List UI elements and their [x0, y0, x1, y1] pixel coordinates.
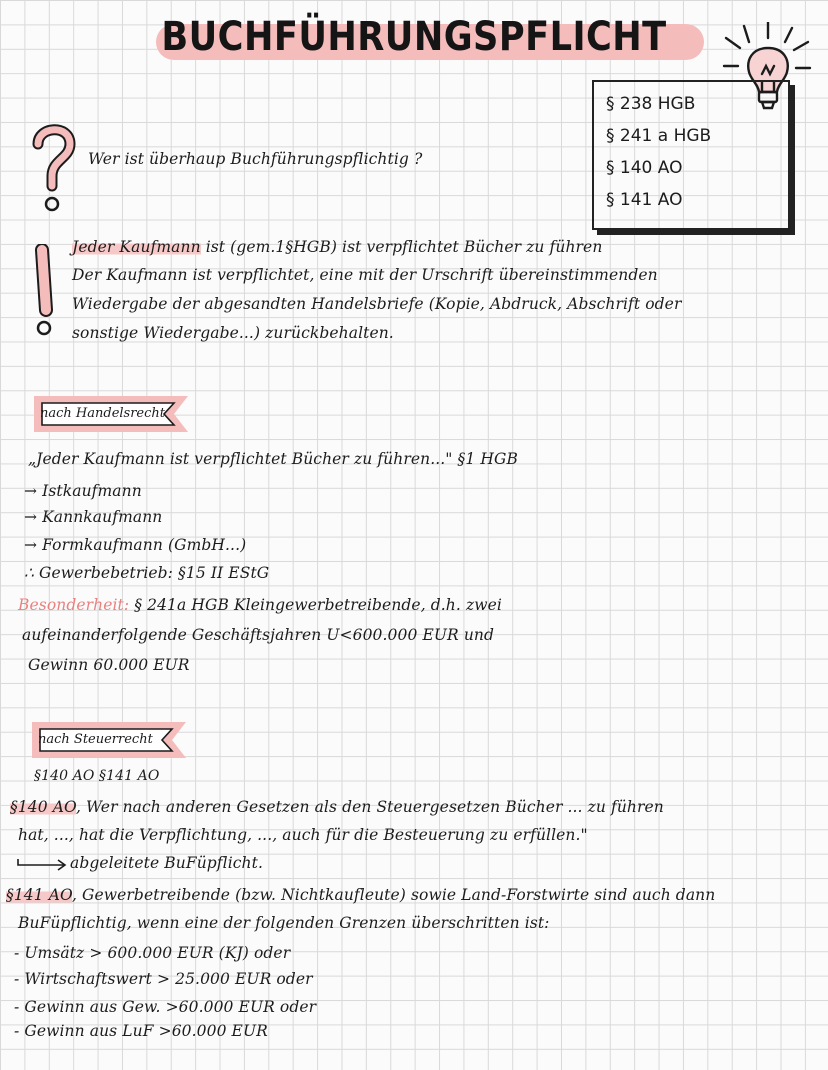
reference-item: § 241 a HGB	[606, 126, 712, 146]
p140-text: , Wer nach anderen Gesetzen als den Steuergesetzen Bücher ... zu führen	[75, 798, 664, 816]
page-title: BUCHFÜHRUNGSPFLICHT	[161, 14, 667, 60]
p140-highlight: §140 AO	[10, 798, 76, 816]
question-mark-icon	[30, 120, 78, 220]
intro-line1-rest: ist (gem.1§HGB) ist verpflichtet Bücher zu führen	[200, 238, 603, 256]
p141-highlight: §141 AO	[6, 886, 72, 904]
limit-text: Wirtschaftswert > 25.000 EUR oder	[24, 970, 313, 988]
section-label: nach Handelsrecht	[40, 406, 165, 421]
right-arrow-icon	[16, 856, 68, 875]
list-item	[24, 482, 142, 500]
special-line: Gewinn 60.000 EUR	[28, 656, 190, 674]
dash-mark: -	[14, 944, 20, 962]
intro-line	[72, 238, 602, 256]
list-item	[24, 564, 269, 582]
p140-derived: abgeleitete BuFüpflicht.	[70, 854, 263, 872]
therefore-mark: ∴	[24, 564, 34, 582]
limit-text: Gewinn aus Gew. >60.000 EUR oder	[24, 998, 317, 1016]
reference-item: § 140 AO	[606, 158, 683, 178]
limit-item	[14, 944, 290, 962]
dash-mark: -	[14, 998, 20, 1016]
limit-item	[14, 970, 313, 988]
intro-line: Wiedergabe der abgesandten Handelsbriefe (Kopie, Abdruck, Abschrift oder	[72, 295, 682, 313]
arrow-mark: →	[24, 508, 38, 526]
list-item	[24, 536, 246, 554]
special-text: § 241a HGB Kleingewerbetreibende, d.h. zwei	[129, 596, 502, 614]
list-item-text: Kannkaufmann	[42, 508, 163, 526]
reference-item: § 238 HGB	[606, 94, 696, 114]
limit-item	[14, 1022, 268, 1040]
limit-text: Umsätz > 600.000 EUR (KJ) oder	[24, 944, 291, 962]
intro-highlight: Jeder Kaufmann	[72, 238, 201, 256]
p141-text: , Gewerbetreibende (bzw. Nichtkaufleute) sowie Land-Forstwirte sind auch dann	[71, 886, 716, 904]
question-text: Wer ist überhaup Buchführungspflichtig ?	[88, 150, 423, 168]
dash-mark: -	[14, 1022, 20, 1040]
exclamation-mark-icon	[26, 244, 62, 348]
p141-line	[6, 886, 715, 904]
intro-line: sonstige Wiedergabe...) zurückbehalten.	[72, 324, 394, 342]
steuerrecht-refs: §140 AO §141 AO	[34, 768, 160, 784]
intro-line: Der Kaufmann ist verpflichtet, eine mit der Urschrift übereinstimmenden	[72, 266, 658, 284]
limit-item	[14, 998, 316, 1016]
special-line: aufeinanderfolgende Geschäftsjahren U<600.000 EUR und	[22, 626, 495, 644]
limit-text: Gewinn aus LuF >60.000 EUR	[24, 1022, 268, 1040]
list-item-text: Gewerbebetrieb: §15 II EStG	[39, 564, 270, 582]
p140-line	[10, 798, 664, 816]
list-item-text: Formkaufmann (GmbH...)	[42, 536, 247, 554]
list-item-text: Istkaufmann	[42, 482, 142, 500]
special-label: Besonderheit:	[18, 596, 130, 614]
section-label: nach Steuerrecht	[38, 732, 153, 747]
list-item	[24, 508, 162, 526]
special-line	[18, 596, 502, 614]
p141-line: BuFüpflichtig, wenn eine der folgenden Grenzen überschritten ist:	[18, 914, 550, 932]
dash-mark: -	[14, 970, 20, 988]
handelsrecht-quote: „Jeder Kaufmann ist verpflichtet Bücher zu führen..." §1 HGB	[28, 450, 518, 468]
arrow-mark: →	[24, 536, 38, 554]
arrow-mark: →	[24, 482, 38, 500]
reference-item: § 141 AO	[606, 190, 683, 210]
p140-line: hat, ..., hat die Verpflichtung, ..., auch für die Besteuerung zu erfüllen."	[18, 826, 588, 844]
